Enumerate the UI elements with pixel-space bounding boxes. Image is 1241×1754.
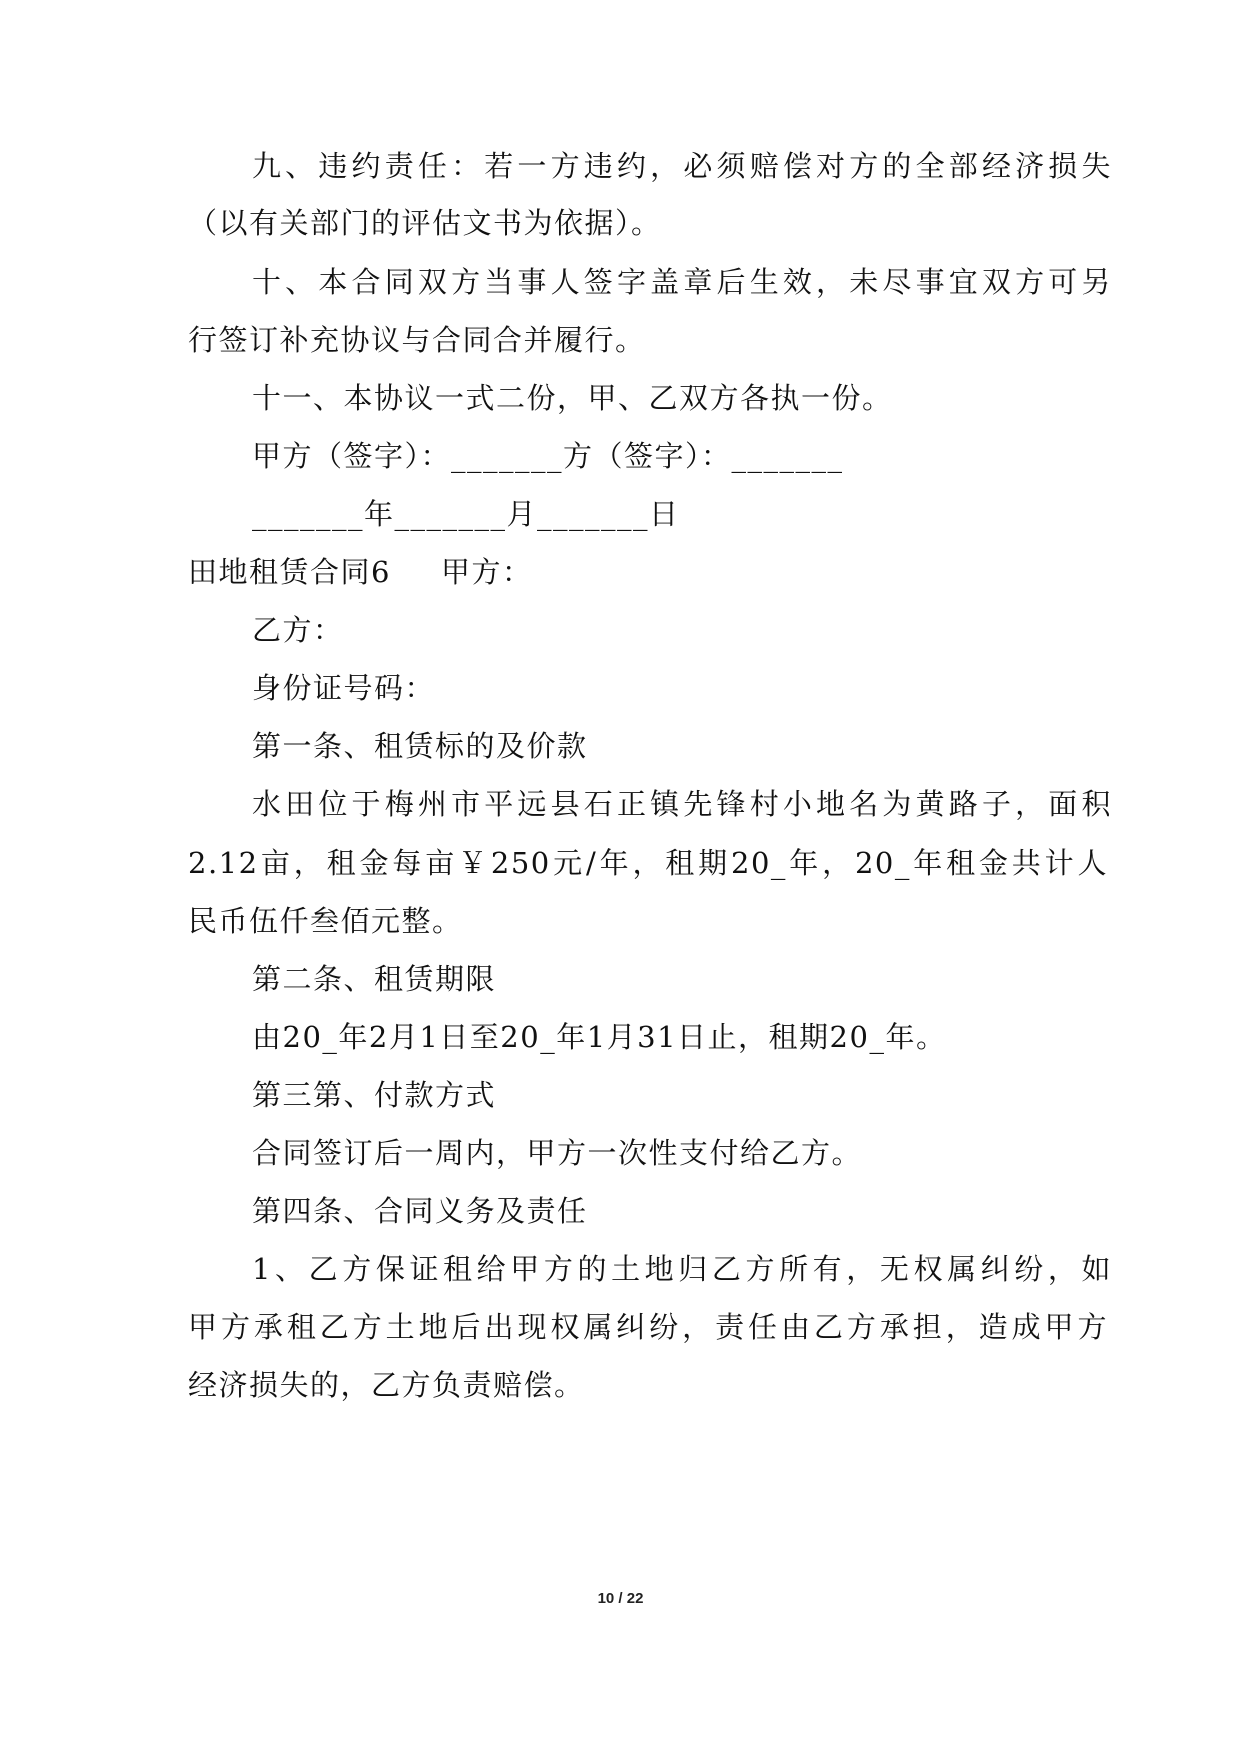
clause-9-line-2: （以有关部门的评估文书为依据）。 [188, 206, 662, 240]
party-b-label: 乙方： [252, 613, 344, 647]
article-1-heading: 第一条、租赁标的及价款 [252, 729, 588, 763]
clause-10-line-2: 行签订补充协议与合同合并履行。 [188, 323, 646, 357]
article-4-item-1-line-1: 1、乙方保证租给甲方的土地归乙方所有，无权属纠纷，如 [252, 1252, 1112, 1286]
clause-9-line-1: 九、违约责任：若一方违约，必须赔偿对方的全部经济损失 [252, 149, 1112, 183]
party-a-label: 甲方： [440, 555, 533, 589]
article-4-item-1-line-2: 甲方承租乙方土地后出现权属纠纷，责任由乙方承担，造成甲方 [188, 1310, 1108, 1344]
article-1-line-3: 民币伍仟叁佰元整。 [188, 904, 463, 938]
article-2-content: 由20_年2月1日至20_年1月31日止，租期20_年。 [252, 1020, 947, 1054]
clause-10-line-1: 十、本合同双方当事人签字盖章后生效，未尽事宜双方可另 [252, 265, 1112, 299]
article-4-heading: 第四条、合同义务及责任 [252, 1194, 588, 1228]
date-line: _______年_______月_______日 [252, 497, 680, 531]
contract-title-row [188, 552, 532, 592]
article-1-line-1: 水田位于梅州市平远县石正镇先锋村小地名为黄路子，面积 [252, 787, 1112, 821]
signature-line: 甲方（签字）：_______方（签字）：_______ [252, 439, 844, 473]
clause-11: 十一、本协议一式二份，甲、乙双方各执一份。 [252, 381, 893, 415]
article-4-item-1-line-3: 经济损失的，乙方负责赔偿。 [188, 1368, 585, 1402]
article-3-heading: 第三第、付款方式 [252, 1078, 497, 1112]
contract-title: 田地租赁合同6 [188, 555, 391, 589]
article-1-line-2: 2.12亩，租金每亩￥250元/年，租期20_年，20_年租金共计人 [188, 846, 1108, 880]
article-2-heading: 第二条、租赁期限 [252, 962, 497, 996]
page-number: 10 / 22 [597, 1590, 644, 1607]
id-number-label: 身份证号码： [252, 671, 436, 705]
article-3-content: 合同签订后一周内，甲方一次性支付给乙方。 [252, 1136, 863, 1170]
